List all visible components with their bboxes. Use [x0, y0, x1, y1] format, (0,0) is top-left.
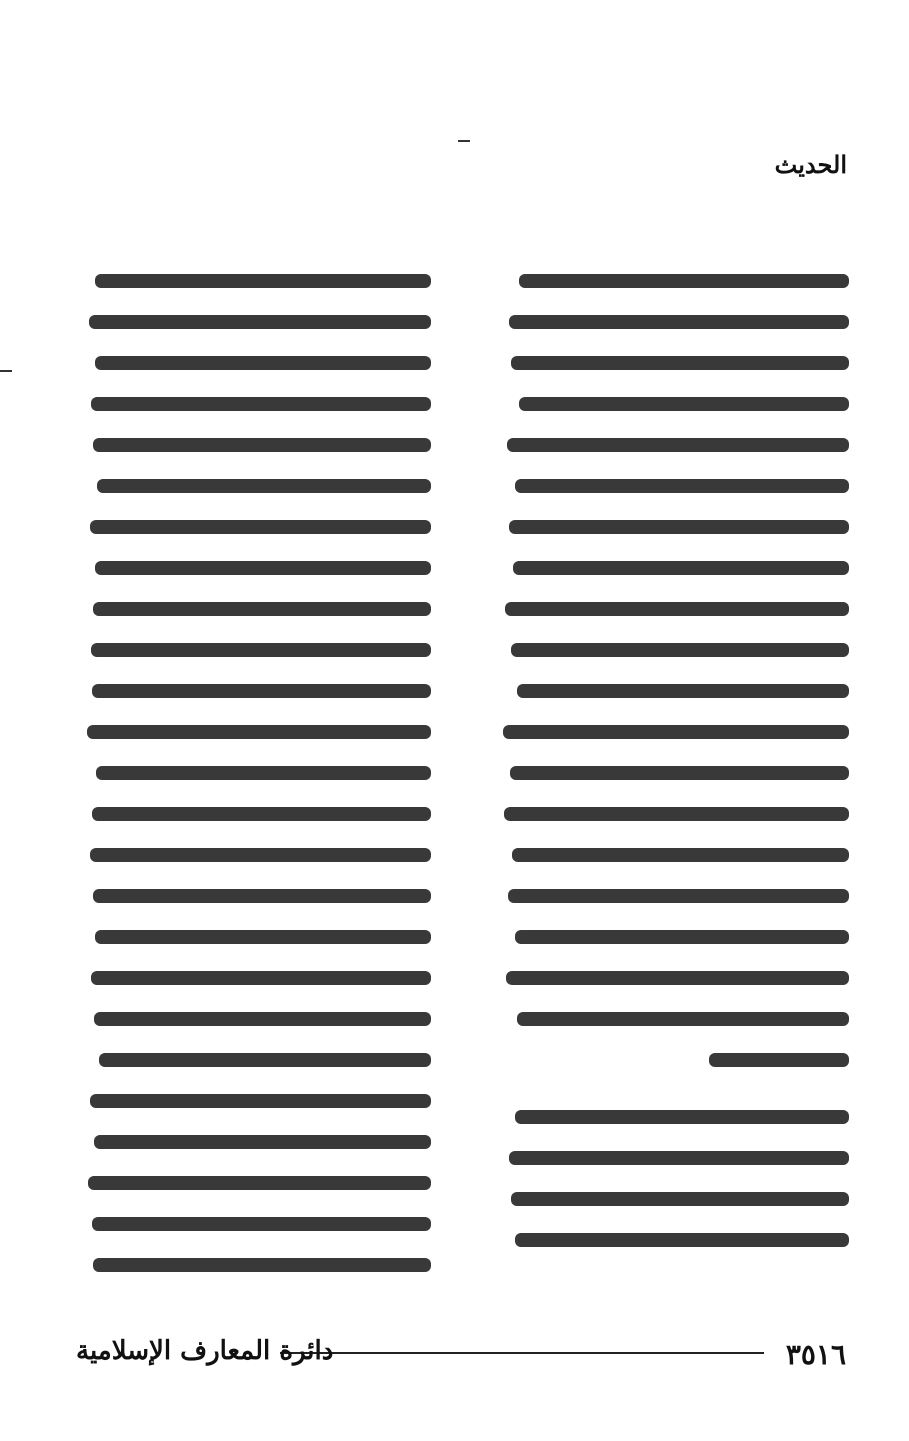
page-number: ٣٥١٦: [785, 1338, 846, 1371]
left-column: [75, 256, 431, 1296]
right-column: [493, 256, 849, 1296]
top-mark: [458, 140, 470, 142]
footer-divider: [280, 1352, 764, 1354]
right-column-text: [493, 256, 849, 1296]
left-margin-mark: [0, 370, 12, 372]
journal-title: دائرة المعارف الإسلامية: [76, 1336, 334, 1366]
page-header-title: الحديث: [774, 150, 847, 179]
left-column-text: [75, 256, 431, 1296]
